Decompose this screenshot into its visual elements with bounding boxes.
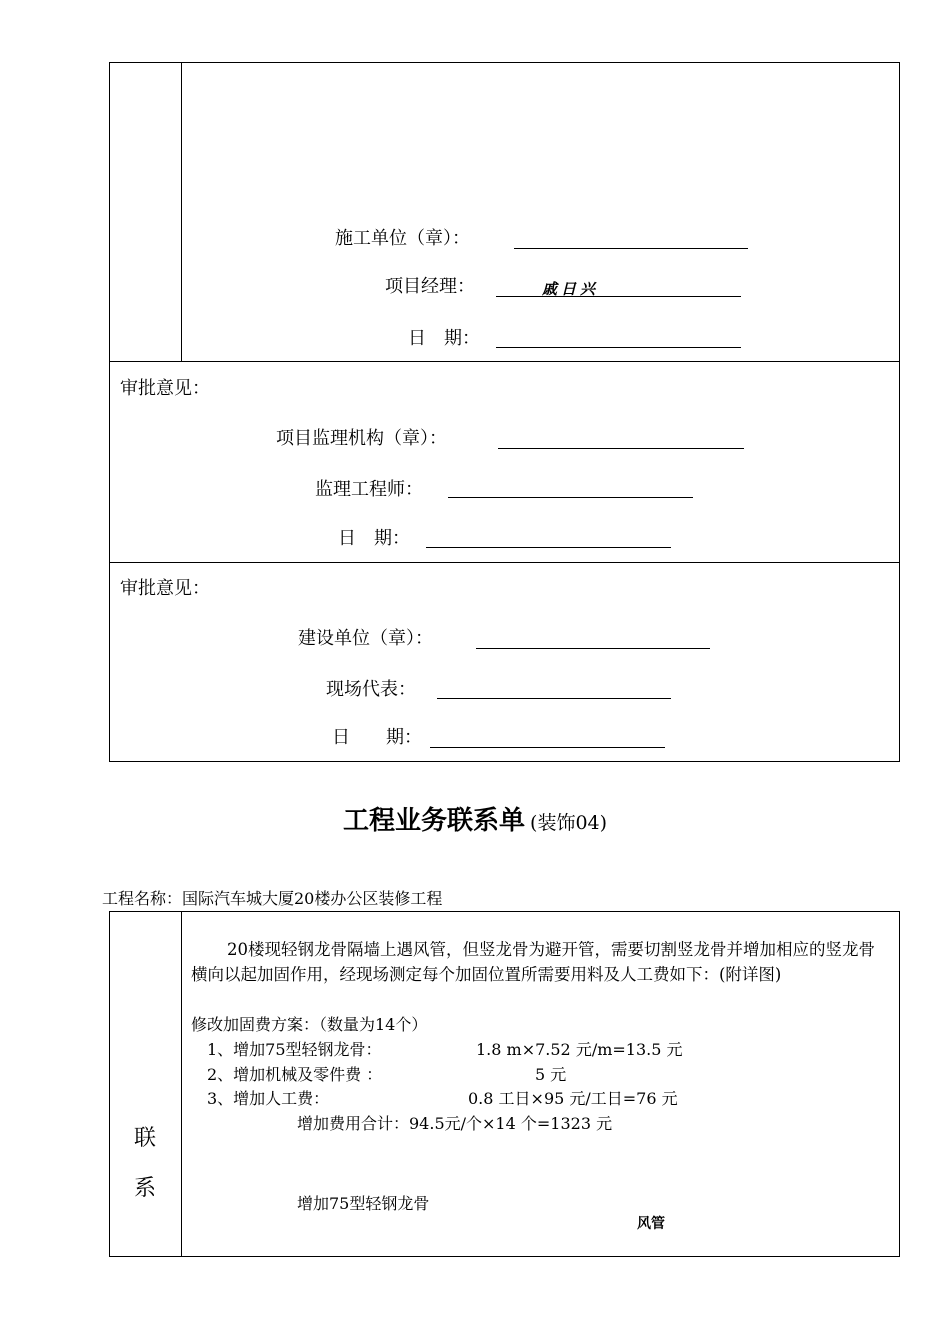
supervision-engineer-field[interactable] [448, 497, 693, 498]
supervision-org-label: 项目监理机构（章）： [276, 428, 447, 449]
upper-form-table [109, 62, 900, 762]
contractor-date-label: 日 期： [408, 328, 480, 349]
owner-unit-field[interactable] [476, 648, 710, 649]
contractor-date-field[interactable] [496, 347, 741, 348]
site-rep-label: 现场代表： [326, 679, 416, 700]
contact-side-char-1: 联 [134, 1126, 157, 1151]
supervision-date-label: 日 期： [338, 528, 410, 549]
owner-date-label: 日 期： [332, 727, 422, 748]
supervision-org-field[interactable] [498, 448, 744, 449]
project-manager-label: 项目经理： [385, 276, 475, 297]
item-1-calc: 1.8 m×7.52 元/m=13.5 元 [476, 1040, 683, 1059]
total-cost: 增加费用合计：94.5元/个×14 个=1323 元 [297, 1114, 613, 1133]
section-divider-2 [109, 562, 900, 563]
plan-label: 修改加固费方案：（数量为14个） [191, 1015, 428, 1034]
contact-column-divider [181, 911, 182, 1257]
form-title-main: 工程业务联系单 [342, 806, 525, 836]
contact-paragraph-text: 20楼现轻钢龙骨隔墙上遇风管，但竖龙骨为避开管，需要切割竖龙骨并增加相应的竖龙骨横向以起加固作用，经现场测定每个加固位置所需要用料及人工费如下：(附详图) [191, 940, 875, 984]
diagram-label-keel: 增加75型轻钢龙骨 [297, 1194, 430, 1213]
project-name: 工程名称：国际汽车城大厦20楼办公区装修工程 [102, 889, 443, 908]
form-title-suffix: (装饰04) [530, 812, 608, 834]
diagram-label-duct: 风管 [637, 1216, 665, 1232]
supervision-approval-label: 审批意见： [120, 378, 210, 399]
contact-side-char-2: 系 [134, 1176, 157, 1201]
contractor-unit-field[interactable] [514, 248, 748, 249]
project-manager-field[interactable] [496, 296, 741, 297]
item-3-name: 3、增加人工费： [207, 1089, 330, 1108]
item-2-calc: 5 元 [535, 1065, 567, 1084]
supervision-date-field[interactable] [426, 547, 671, 548]
project-manager-signature: 戚日兴 [542, 280, 600, 298]
form-title [0, 800, 950, 837]
contractor-unit-label: 施工单位（章）： [335, 228, 470, 249]
owner-unit-label: 建设单位（章）： [298, 628, 433, 649]
contact-paragraph [191, 938, 891, 987]
owner-date-field[interactable] [430, 747, 665, 748]
item-2-name: 2、增加机械及零件费 ： [207, 1065, 383, 1084]
site-rep-field[interactable] [437, 698, 671, 699]
owner-approval-label: 审批意见： [120, 578, 210, 599]
section-divider-1 [109, 361, 900, 362]
item-1-name: 1、增加75型轻钢龙骨： [207, 1040, 382, 1059]
item-3-calc: 0.8 工日×95 元/工日=76 元 [468, 1089, 678, 1108]
contractor-column-divider [181, 62, 182, 362]
supervision-engineer-label: 监理工程师： [315, 479, 423, 500]
